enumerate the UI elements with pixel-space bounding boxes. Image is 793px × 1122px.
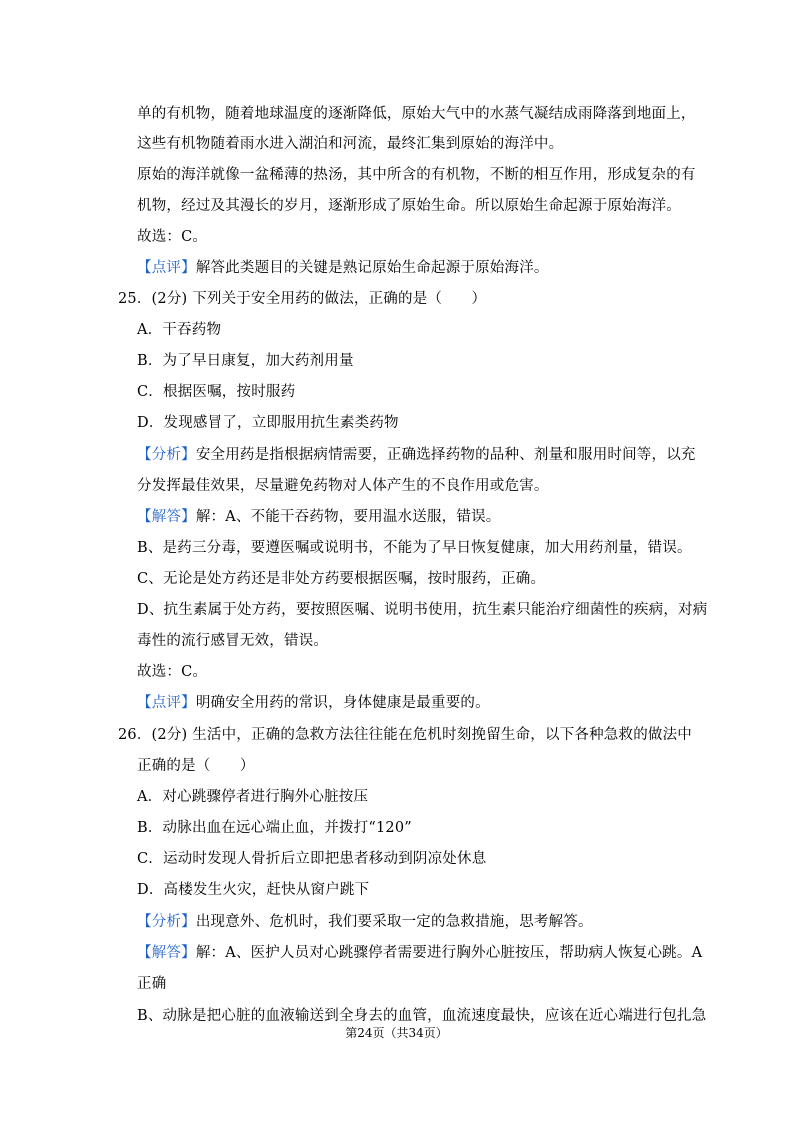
answer-tag: 【解答】 [137, 509, 196, 525]
q26-option-b: B．动脉出血在远心端止血，并拨打“120” [137, 820, 412, 836]
analysis-text: 安全用药是指根据病情需要，正确选择药物的品种、剂量和服用时间等，以充 [195, 447, 696, 463]
analysis-tag: 【分析】 [137, 914, 196, 930]
intro-review [137, 258, 549, 278]
q25-option-b: B．为了早日康复，加大药剂用量 [137, 353, 354, 369]
q25-answer-line-2: B、是药三分毒，要遵医嘱或说明书，不能为了早日恢复健康，加大用药剂量，错误。 [137, 540, 692, 556]
q25-choice: 故选：C。 [137, 664, 208, 680]
intro-line-2: 这些有机物随着雨水进入湖泊和河流，最终汇集到原始的海洋中。 [137, 136, 564, 152]
q25-stem: 25．(2分) 下列关于安全用药的做法，正确的是（ ） [118, 291, 487, 307]
q26-analysis-line-1 [137, 912, 593, 932]
answer-text: 解：A、医护人员对心跳骤停者需要进行胸外心脏按压，帮助病人恢复心跳。A [195, 945, 703, 961]
q26-stem-line-1: 26．(2分) 生活中，正确的急救方法往往能在危机时刻挽留生命，以下各种急救的做法中 [118, 727, 692, 743]
intro-line-1: 单的有机物，随着地球温度的逐渐降低，原始大气中的水蒸气凝结成雨降落到地面上， [137, 106, 696, 122]
analysis-tag: 【分析】 [137, 447, 196, 463]
q26-option-c: C．运动时发现人骨折后立即把患者移动到阴凉处休息 [137, 851, 487, 867]
q25-option-d: D．发现感冒了，立即服用抗生素类药物 [137, 415, 399, 431]
answer-text: 解：A、不能干吞药物，要用温水送服，错误。 [195, 509, 501, 525]
q25-option-a: A．干吞药物 [137, 322, 222, 338]
q26-answer-line-2: 正确 [137, 976, 167, 992]
q26-answer-line-3: B、动脉是把心脏的血液输送到全身去的血管，血流速度最快，应该在近心端进行包扎急 [137, 1008, 707, 1024]
q25-analysis-line-2: 分发挥最佳效果，尽量避免药物对人体产生的不良作用或危害。 [137, 478, 549, 494]
analysis-text: 出现意外、危机时，我们要采取一定的急救措施，思考解答。 [195, 914, 593, 930]
q25-answer-line-5: 毒性的流行感冒无效，错误。 [137, 633, 329, 649]
intro-line-3: 原始的海洋就像一盆稀薄的热汤，其中所含的有机物，不断的相互作用，形成复杂的有 [137, 167, 696, 183]
answer-tag: 【解答】 [137, 945, 196, 961]
q25-answer-line-3: C、无论是处方药还是非处方药要根据医嘱，按时服药，正确。 [137, 571, 546, 587]
q26-option-a: A．对心跳骤停者进行胸外心脏按压 [137, 789, 369, 805]
review-text: 解答此类题目的关键是熟记原始生命起源于原始海洋。 [195, 260, 549, 276]
review-tag: 【点评】 [137, 695, 196, 711]
intro-choice: 故选：C。 [137, 229, 208, 245]
q26-stem-line-2: 正确的是（ ） [137, 758, 255, 774]
q25-answer-line-1 [137, 507, 500, 527]
q26-option-d: D．高楼发生火灾，赶快从窗户跳下 [137, 882, 370, 898]
review-tag: 【点评】 [137, 260, 196, 276]
page-footer: 第24页（共34页） [345, 1026, 448, 1040]
q26-answer-line-1 [137, 943, 702, 963]
q25-analysis-line-1 [137, 445, 696, 465]
q25-option-c: C．根据医嘱，按时服药 [137, 384, 296, 400]
review-text: 明确安全用药的常识，身体健康是最重要的。 [195, 695, 490, 711]
intro-line-4: 机物，经过及其漫长的岁月，逐渐形成了原始生命。所以原始生命起源于原始海洋。 [137, 198, 681, 214]
q25-answer-line-4: D、抗生素属于处方药，要按照医嘱、说明书使用，抗生素只能治疗细菌性的疾病，对病 [137, 602, 708, 618]
q25-review [137, 693, 490, 713]
